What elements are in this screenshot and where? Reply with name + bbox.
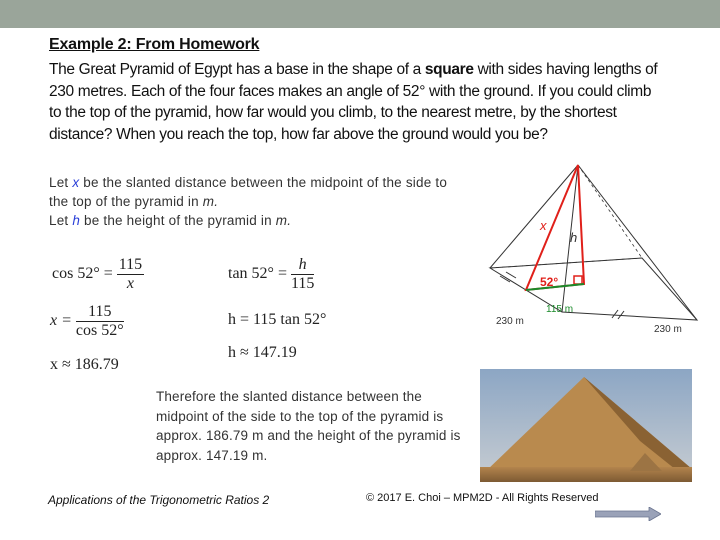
conclusion-text: Therefore the slanted distance between the midpoint of the side to the top of the pyramid is approx. 186.79 m and the height of the pyramid is approx. 147.19 m. bbox=[156, 389, 461, 463]
eq-tan-num: h bbox=[291, 256, 314, 275]
def-x-var: x bbox=[72, 175, 80, 190]
label-115m: 115 m bbox=[546, 304, 574, 315]
label-base-right: 230 m bbox=[654, 324, 682, 335]
problem-statement bbox=[49, 59, 664, 145]
eq-x-fraction bbox=[76, 303, 124, 340]
edge-right bbox=[578, 165, 697, 320]
eq-cos-fraction bbox=[117, 256, 144, 293]
problem-text-part2: with sides having lengths of 230 metres. Each of the four faces makes an angle of 52° with the ground. If you could climb to the top of the pyramid, how far would you climb, to the nearest metre, by the shortest distance? When you reach the top, how far above the ground would you be? bbox=[49, 61, 658, 143]
right-angle-marker bbox=[574, 276, 582, 284]
eq-tan-lhs: tan 52° = bbox=[228, 265, 287, 283]
definition-x bbox=[49, 173, 469, 211]
def-h-var: h bbox=[72, 213, 81, 228]
def-h-text: be the height of the pyramid in bbox=[80, 213, 276, 228]
equation-h-solve: h = 115 tan 52° bbox=[228, 311, 327, 328]
eq-tan-fraction bbox=[291, 256, 314, 293]
equation-h-result: h ≈ 147.19 bbox=[228, 344, 297, 361]
def-x-text: be the slanted distance between the midpoint of the side to the top of the pyramid in bbox=[49, 175, 448, 209]
def-x-prefix: Let bbox=[49, 175, 73, 190]
pyramid-diagram bbox=[462, 160, 720, 336]
footer-copyright: © 2017 E. Choi – MPM2D - All Rights Reserved bbox=[366, 492, 599, 504]
eq-cos-num: 115 bbox=[118, 256, 143, 273]
pyramid-photo bbox=[480, 369, 692, 482]
header-bar bbox=[0, 0, 720, 28]
edge-left bbox=[490, 165, 578, 268]
red-triangle bbox=[526, 165, 584, 290]
eq-x-den: cos 52° bbox=[75, 322, 124, 339]
eq-x-lhs: x = bbox=[50, 312, 72, 330]
eq-cos-lhs: cos 52° = bbox=[52, 265, 113, 283]
label-x: x bbox=[540, 218, 547, 233]
footer-course-title: Applications of the Trigonometric Ratios 2 bbox=[48, 493, 270, 507]
def-h-prefix: Let bbox=[49, 213, 73, 228]
pyramid-base bbox=[490, 258, 697, 320]
problem-text-part1: The Great Pyramid of Egypt has a base in the shape of a bbox=[49, 61, 425, 78]
def-x-unit: m. bbox=[202, 194, 219, 209]
edge-back bbox=[578, 165, 642, 258]
equation-x-solve bbox=[50, 303, 124, 340]
label-base-left: 230 m bbox=[496, 316, 524, 327]
definition-h bbox=[49, 211, 469, 230]
slide-title: Example 2: From Homework bbox=[49, 36, 260, 53]
label-h: h bbox=[570, 230, 578, 245]
equation-tan bbox=[228, 256, 314, 293]
eq-x-num: 115 bbox=[76, 303, 124, 322]
equation-x-result: x ≈ 186.79 bbox=[50, 356, 119, 373]
eq-tan-den: 115 bbox=[290, 275, 315, 292]
label-angle: 52° bbox=[540, 275, 559, 289]
eq-cos-den: x bbox=[126, 275, 134, 292]
problem-bold-word: square bbox=[424, 61, 474, 78]
variable-definitions bbox=[49, 173, 469, 230]
def-h-unit: m. bbox=[275, 213, 292, 228]
tick-mark-2 bbox=[506, 272, 516, 278]
next-slide-arrow-icon[interactable] bbox=[595, 507, 661, 521]
equation-cos bbox=[52, 256, 144, 293]
tick-mark-3 bbox=[612, 310, 618, 318]
